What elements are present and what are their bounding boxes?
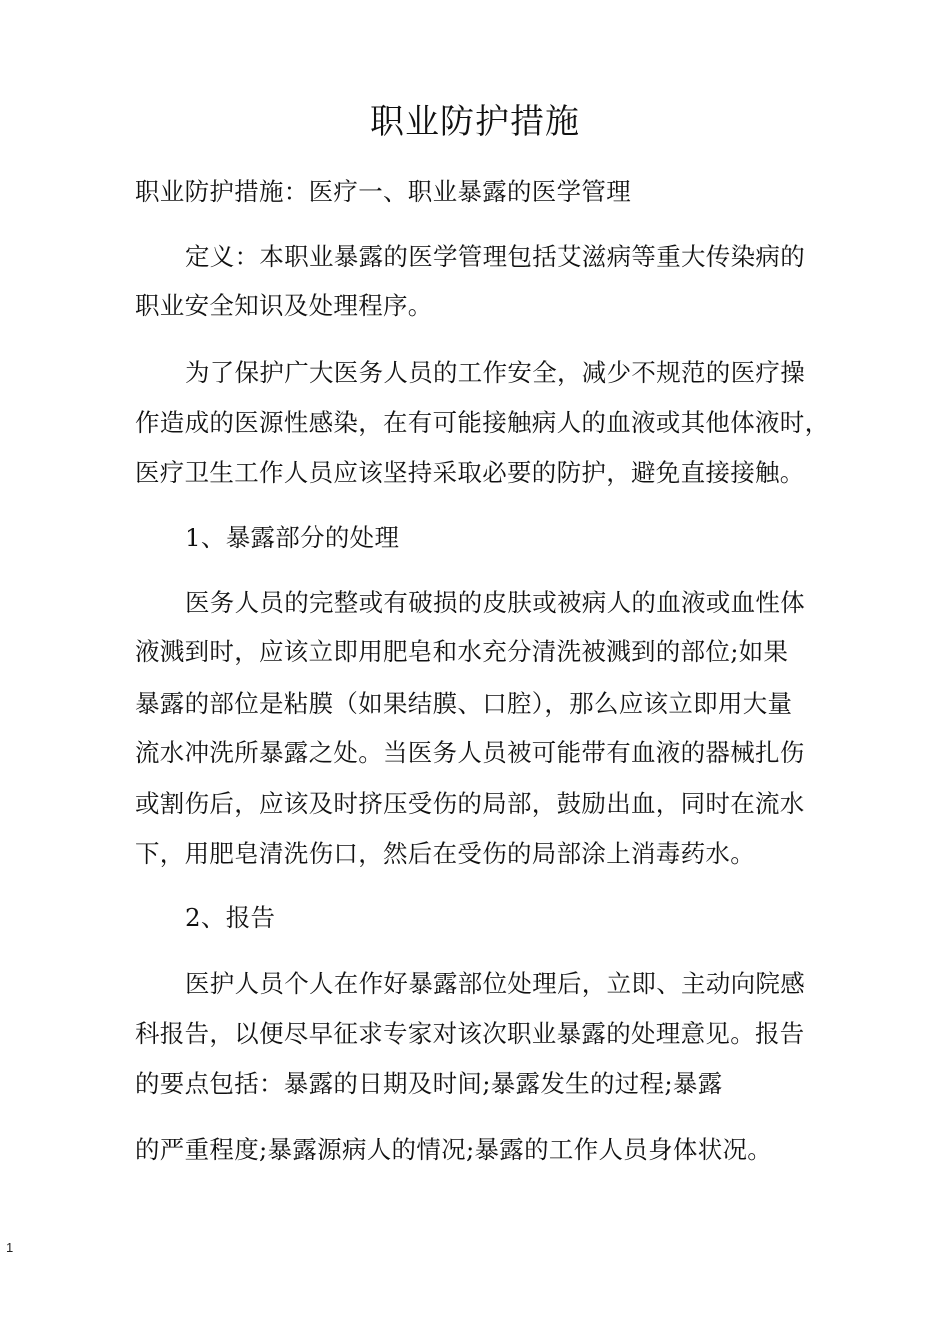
section2-line-4: 的严重程度;暴露源病人的情况;暴露的工作人员身体状况。 xyxy=(135,1135,773,1164)
intro-line-2: 作造成的医源性感染，在有可能接触病人的血液或其他体液时， xyxy=(135,408,830,437)
intro-line-1: 为了保护广大医务人员的工作安全，减少不规范的医疗操 xyxy=(185,358,805,387)
section2-line-3: 的要点包括：暴露的日期及时间;暴露发生的过程;暴露 xyxy=(135,1069,723,1098)
intro-line-3: 医疗卫生工作人员应该坚持采取必要的防护，避免直接接触。 xyxy=(135,458,805,487)
definition-line-1: 定义：本职业暴露的医学管理包括艾滋病等重大传染病的 xyxy=(185,242,805,271)
section1-line-1: 医务人员的完整或有破损的皮肤或被病人的血液或血性体 xyxy=(185,588,805,617)
document-title: 职业防护措施 xyxy=(370,102,580,142)
section1-line-2: 液溅到时，应该立即用肥皂和水充分清洗被溅到的部位;如果 xyxy=(135,637,789,666)
section2-line-2: 科报告，以便尽早征求专家对该次职业暴露的处理意见。报告 xyxy=(135,1019,805,1048)
section1-line-5: 或割伤后，应该及时挤压受伤的局部，鼓励出血，同时在流水 xyxy=(135,789,805,818)
page-number: 1 xyxy=(6,1240,14,1255)
section1-line-4: 流水冲洗所暴露之处。当医务人员被可能带有血液的器械扎伤 xyxy=(135,738,805,767)
section2-heading: 2、报告 xyxy=(185,903,276,932)
section2-line-1: 医护人员个人在作好暴露部位处理后，立即、主动向院感 xyxy=(185,969,805,998)
section1-heading: 1、暴露部分的处理 xyxy=(185,523,400,552)
section1-line-3: 暴露的部位是粘膜（如果结膜、口腔），那么应该立即用大量 xyxy=(135,689,793,718)
definition-line-2: 职业安全知识及处理程序。 xyxy=(135,291,433,320)
document-subtitle: 职业防护措施：医疗一、职业暴露的医学管理 xyxy=(135,177,631,206)
section1-line-6: 下，用肥皂清洗伤口，然后在受伤的局部涂上消毒药水。 xyxy=(135,839,755,868)
